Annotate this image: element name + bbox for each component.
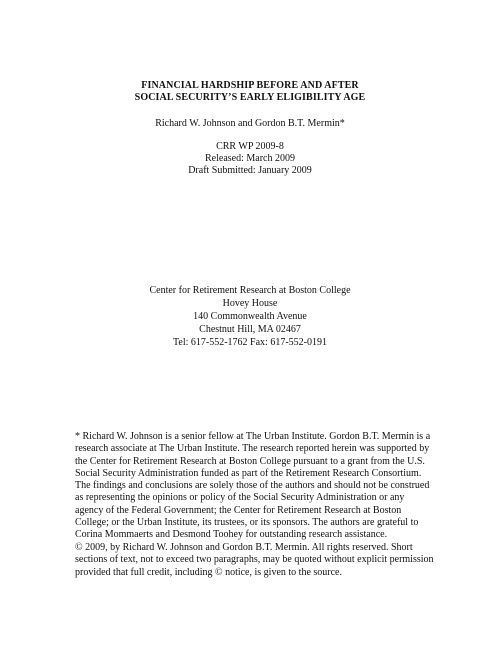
footnote-line: research associate at The Urban Institute. The research reported herein was supported by: [75, 443, 430, 455]
footnote-line: The findings and conclusions are solely those of the authors and should not be construed: [75, 480, 430, 492]
footnote-line: as representing the opinions or policy of the Social Security Administration or any: [75, 492, 405, 504]
street-address: 140 Commonwealth Avenue: [193, 311, 307, 322]
copyright-line: provided that full credit, including © notice, is given to the source.: [75, 566, 342, 578]
paper-info: [0, 141, 500, 177]
copyright-notice: [75, 542, 435, 579]
city-state-zip: Chestnut Hill, MA 02467: [199, 324, 301, 335]
footnote-line: the Center for Retirement Research at Boston College pursuant to a grant from the U.S.: [75, 455, 425, 467]
footnote-line: agency of the Federal Government; the Center for Retirement Research at Boston: [75, 504, 402, 516]
title-line-2: SOCIAL SECURITY’S EARLY ELIGIBILITY AGE: [134, 92, 366, 103]
footnote-line: * Richard W. Johnson is a senior fellow at The Urban Institute. Gordon B.T. Mermin is a: [75, 431, 431, 442]
title-line-1: FINANCIAL HARDSHIP BEFORE AND AFTER: [141, 80, 359, 91]
submission-date: Draft Submitted: January 2009: [188, 165, 312, 176]
working-paper-number: CRR WP 2009-8: [216, 141, 284, 152]
footnote-line: College; or the Urban Institute, its trustees, or its sponsors. The authors are grateful to: [75, 517, 419, 529]
author-footnote: [75, 431, 435, 542]
authors: Richard W. Johnson and Gordon B.T. Mermin*: [155, 118, 345, 129]
building-name: Hovey House: [222, 298, 278, 309]
footnote-line: Corina Mommaerts and Desmond Toohey for outstanding research assistance.: [75, 529, 388, 541]
phone-fax: Tel: 617-552-1762 Fax: 617-552-0191: [172, 337, 327, 348]
copyright-line: sections of text, not to exceed two paragraphs, may be quoted without explicit permission: [75, 554, 434, 566]
organization-name: Center for Retirement Research at Boston College: [149, 285, 351, 296]
copyright-line: © 2009, by Richard W. Johnson and Gordon B.T. Mermin. All rights reserved. Short: [75, 542, 413, 553]
address-block: [0, 284, 500, 349]
release-date: Released: March 2009: [205, 153, 295, 164]
paper-title: [0, 80, 500, 104]
footnote-line: Social Security Administration funded as part of the Retirement Research Consortium.: [75, 467, 422, 479]
